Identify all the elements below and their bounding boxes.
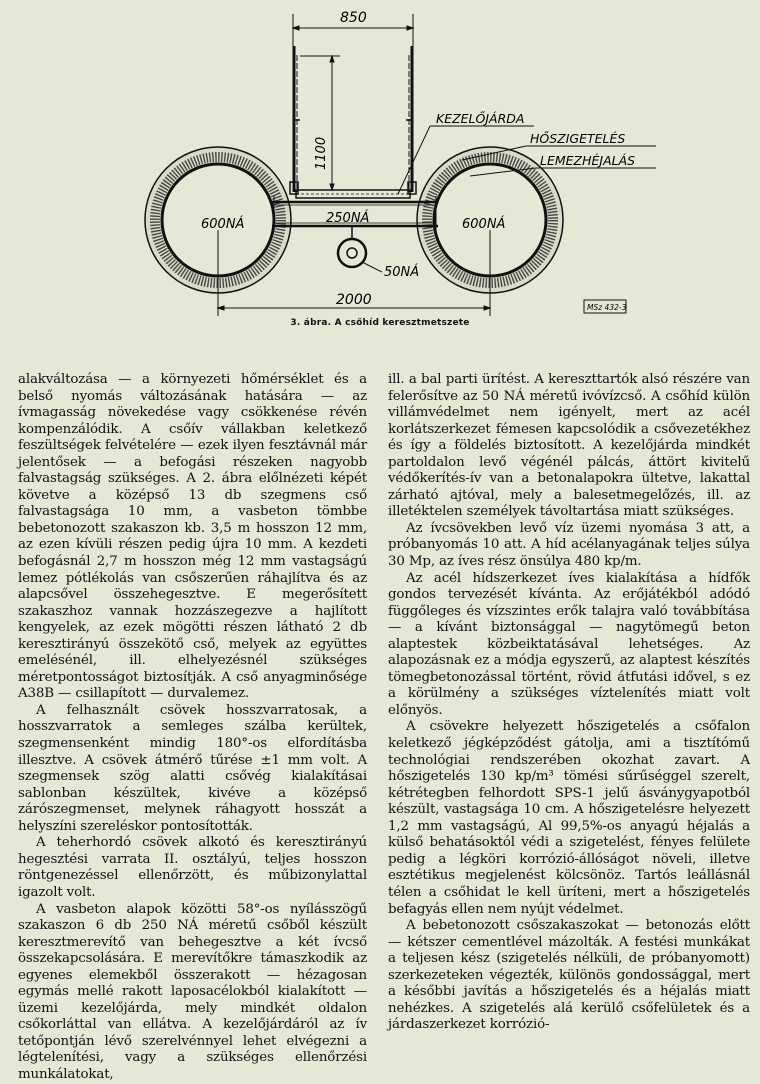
label-height: 1100 <box>314 136 329 170</box>
paragraph: Az acél hídszerkezet íves kialakítása a hídfők gondos tervezését kívánta. Az erőjátékból adódó függőleges és vízszintes erők talajra való továbbítása — a kívánt biztonsággal — nagytömegű beton alaptestek közbeiktatásával lehetséges. Az alapozásnak ez a módja egyszerű, az alaptest készítés tömegbetonozással történt, rövid átfutási idővel, s ez a körülmény a szükséges víztelenítés miatt volt előnyös. <box>388 570 750 718</box>
label-walkway: KEZELŐJÁRDA <box>436 111 525 126</box>
label-width-bottom: 2000 <box>336 292 372 308</box>
label-pipe-small: 50NÁ <box>384 265 420 280</box>
cross-section-figure <box>0 0 760 345</box>
label-pipe-right: 600NÁ <box>462 217 506 232</box>
paragraph: A vasbeton alapok közötti 58°-os nyílásszögű szakaszon 6 db 250 NÁ méretű csőből készült keresztmerevítő van behegesztve a két ívcső összekapcsolására. E merevítőkre támaszkodik az egyenes elemekből összerakott — hézagosan egymás mellé rakott laposacélokból kialakított — üzemi kezelőjárda, mely mindkét oldalon csőkorláttal van ellátva. A kezelőjárdáról az ív tetőpontján lévő szerelvénnyel lehet elvégezni a légtelenítési, vagy a szükséges ellenőrzési munkálatokat, <box>18 901 367 1082</box>
paragraph: ill. a bal parti ürítést. A kereszttartók alsó részére van felerősítve az 50 NÁ méretű ivóvízcső. A csőhíd külön villámvédelmet nem igényelt, mert az acél korlátszerkezet fémesen kapcsolódik a csővezetékhez és így a földelés biztosított. A kezelőjárda mindkét partoldalon levő végénél pálcás, áttört kivitelű védőkerítés-ív van a betonalapokra ültetve, lakattal zárható ajtóval, mely a balesetmegelőzés, ill. az illetéktelen személyek távoltartása miatt szükséges. <box>388 372 750 520</box>
label-stamp: MSz 432-3 <box>587 303 627 312</box>
walkway <box>296 190 410 198</box>
paragraph: alakváltozása — a környezeti hőmérséklet és a belső nyomás változásának hatására — az ívmagasság növekedése vagy csökkenése révén kompenzálódik. A csőív vállakban keletkező feszültségek felvételére — ezek ilyen fesztávnál már jelentősek — a befogási részeken nagyobb falvastagság szükséges. A 2. ábra előlnézeti képét követve a középső 13 db szegmens cső falvastagsága 10 mm, a vasbeton tömbbe bebetonozott szakaszon kb. 3,5 m hosszon 12 mm, az ezen kívüli részen pedig újra 10 mm. A kezdeti befogásnál 2,7 m hosszon még 12 mm vastagságú lemez pótlékolás van csőszerűen ráhajlítva és az alapcsővel összehegesztve. E megerősített szakaszhoz vannak hozzászegezve a hajlított kengyelek, az ezek mögötti részen látható 2 db keresztirányú összekötő cső, melyek az együttes emelésénél, ill. elhelyezésnél szükséges méretpontosságot biztosítják. A cső anyagminősége A38B — csillapított — durvalemez. <box>18 372 367 702</box>
label-insulation: HŐSZIGETELÉS <box>530 131 626 146</box>
text-column-right <box>388 372 750 1051</box>
label-sheathing: LEMEZHÉJALÁS <box>540 153 636 168</box>
label-pipe-left: 600NÁ <box>201 217 245 232</box>
paragraph: A felhasznált csövek hosszvarratosak, a hosszvarratok a semleges szálba kerültek, szegmensenként mindig 180°-os elfordításba illesztve. A csövek átmérő tűrése ±1 mm volt. A szegmensek szög alatti csővég kialakításai sablonban készültek, kivéve a középső zárószegmenset, melynek ráhagyott hosszát a helyszíni szereléskor pontosították. <box>18 702 367 834</box>
figure-caption: 3. ábra. A csőhíd keresztmetszete <box>290 318 470 328</box>
paragraph: A bebetonozott csőszakaszokat — betonozás előtt — kétszer cementlével mázolták. A festési munkákat a teljesen kész (szigetelés nélküli, de próbanyomott) szerkezeteken végezték, különös gondossággal, mert a későbbi javítás a hőszigetelés és a héjalás miatt nehézkes. A szigetelés alá kerülő csőfelületek és a járdaszerkezet korrózió- <box>388 918 750 1033</box>
paragraph: Az ívcsövekben levő víz üzemi nyomása 3 att, a próbanyomás 10 att. A híd acélanyagának teljes súlya 30 Mp, az íves rész önsúlya 480 kp/m. <box>388 520 750 570</box>
paragraph: A teherhordó csövek alkotó és keresztirányú hegesztési varrata II. osztályú, teljes hosszon röntgenezéssel ellenőrzött, és műbizonylattal igazolt volt. <box>18 835 367 900</box>
label-width-top: 850 <box>340 10 367 26</box>
paragraph: A csövekre helyezett hőszigetelés a csőfalon keletkező jégképződést gátolja, ami a tisztítómű technológiai rendszerében okozhat zavart. A hőszigetelés 130 kp/m³ tömési sűrűséggel szerelt, kétrétegben felhordott SPS-1 jelű ásványgyapotból készült, vastagsága 10 cm. A hőszigetelésre helyezett 1,2 mm vastagságú, Al 99,5%-os anyagú héjalás a külső behatásoktól védi a szigetelést, fényes felülete pedig a légköri korrózió-állóságot növeli, illetve esztétikus megjelenést kölcsönöz. Tartós leállásnál télen a csőhidat le kell üríteni, mert a hőszigetelés befagyás ellen nem nyújt védelmet. <box>388 719 750 917</box>
railing <box>290 46 416 194</box>
text-column-left <box>18 372 367 1082</box>
label-pipe-middle: 250NÁ <box>326 211 370 226</box>
pipe-small <box>338 226 382 272</box>
